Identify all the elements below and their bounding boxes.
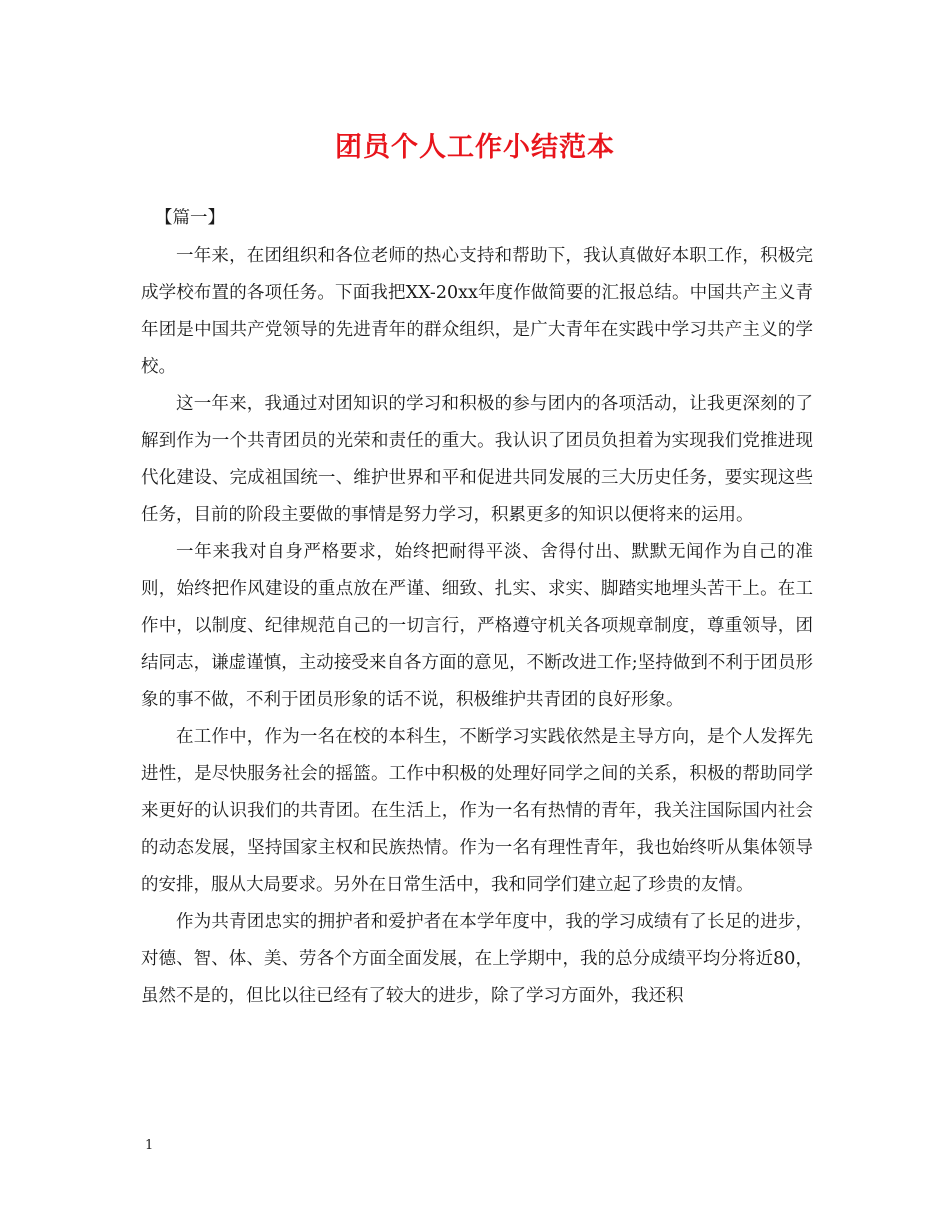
paragraph-5: 作为共青团忠实的拥护者和爱护者在本学年度中，我的学习成绩有了长足的进步，对德、智、体、美、劳各个方面全面发展，在上学期中，我的总分成绩平均分将近80，虽然不是的，但比以往已经有了较大的进步，除了学习方面外，我还积 [141, 912, 813, 1006]
paragraph-3: 一年来我对自身严格要求，始终把耐得平淡、舍得付出、默默无闻作为自己的准则，始终把作风建设的重点放在严谨、细致、扎实、求实、脚踏实地埋头苦干上。在工作中，以制度、纪律规范自己的一切言行，严格遵守机关各项规章制度，尊重领导，团结同志，谦虚谨慎，主动接受来自各方面的意见，不断改进工作;坚持做到不利于团员形象的事不做，不利于团员形象的话不说，积极维护共青团的良好形象。 [141, 542, 813, 710]
document-body [141, 238, 813, 1015]
paragraph-2: 这一年来，我通过对团知识的学习和积极的参与团内的各项活动，让我更深刻的了解到作为一个共青团员的光荣和责任的重大。我认识了团员负担着为实现我们党推进现代化建设、完成祖国统一、维护世界和平和促进共同发展的三大历史任务，要实现这些任务，目前的阶段主要做的事情是努力学习，积累更多的知识以便将来的运用。 [141, 394, 813, 525]
paragraph-4: 在工作中，作为一名在校的本科生，不断学习实践依然是主导方向，是个人发挥先进性，是尽快服务社会的摇篮。工作中积极的处理好同学之间的关系，积极的帮助同学来更好的认识我们的共青团。在生活上，作为一名有热情的青年，我关注国际国内社会的动态发展，坚持国家主权和民族热情。作为一名有理性青年，我也始终听从集体领导的安排，服从大局要求。另外在日常生活中，我和同学们建立起了珍贵的友情。 [141, 727, 813, 895]
paragraph-1: 一年来，在团组织和各位老师的热心支持和帮助下，我认真做好本职工作，积极完成学校布置的各项任务。下面我把XX-20xx年度作做简要的汇报总结。中国共产主义青年团是中国共产党领导的先进青年的群众组织，是广大青年在实践中学习共产主义的学校。 [141, 246, 813, 377]
page-number: 1 [145, 1138, 154, 1153]
section-heading: 【篇一】 [155, 208, 225, 228]
document-title: 团员个人工作小结范本 [335, 132, 615, 163]
